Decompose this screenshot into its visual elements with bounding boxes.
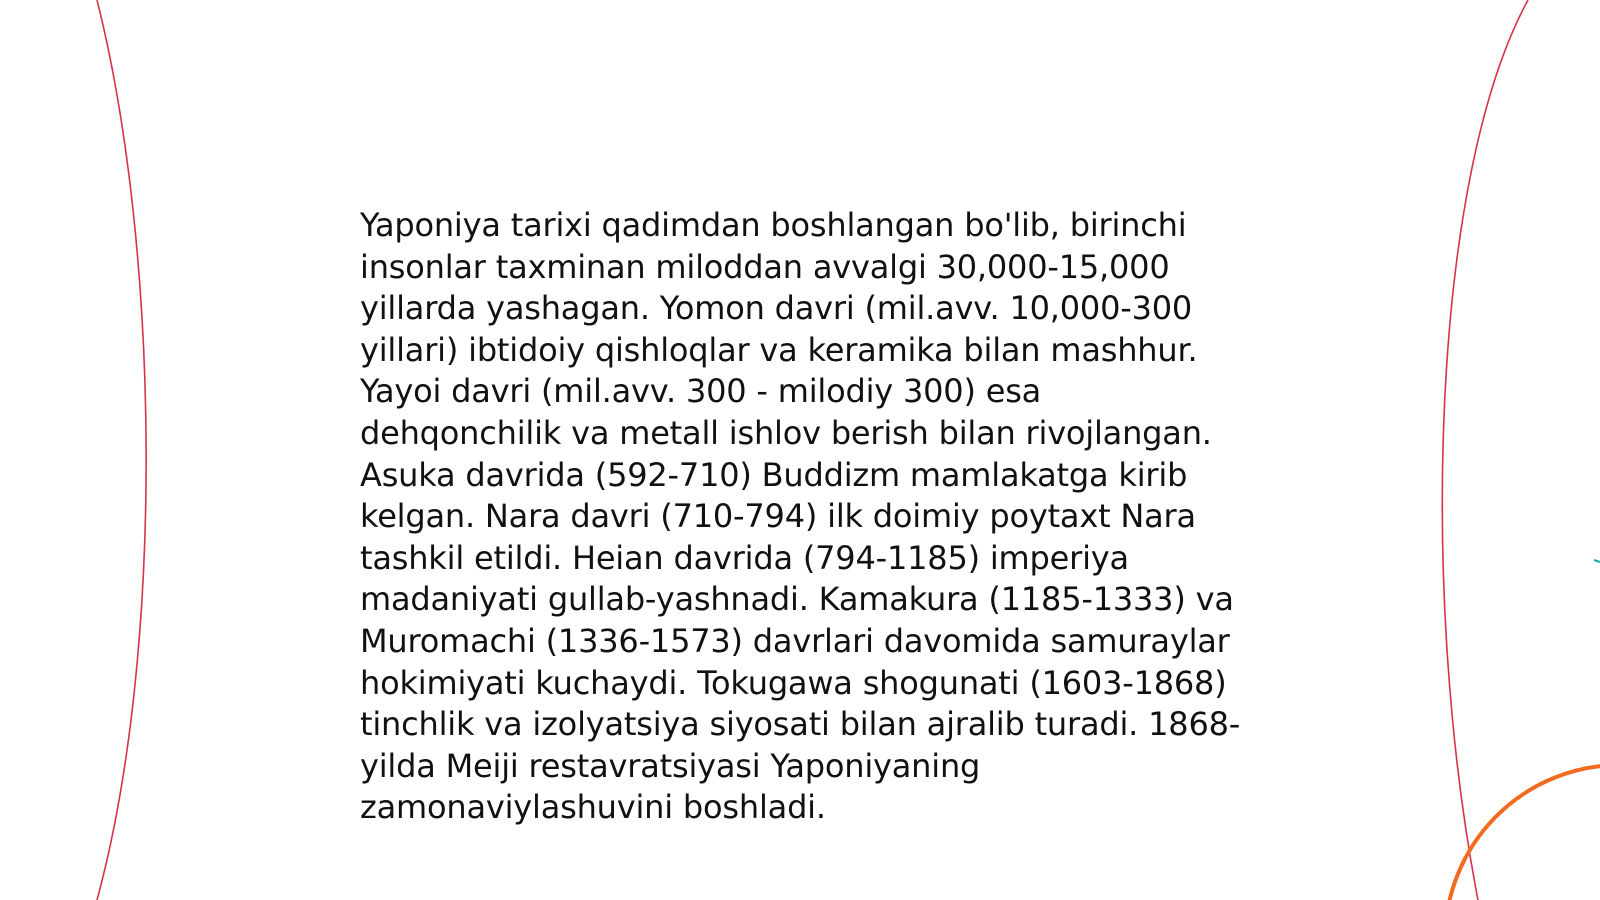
orange-circle-arc — [1445, 765, 1600, 900]
slide-body-text: Yaponiya tarixi qadimdan boshlangan bo'lib, birinchi insonlar taxminan miloddan avvalgi 30,000-15,000 yillarda yashagan. Yomon davri (mil.avv. 10,000-300 yillari) ibtidoiy qishloqlar va keramika bilan mashhur. Yayoi davri (mil.avv. 300 - milodiy 300) esa dehqonchilik va metall ishlov berish bilan rivojlangan. Asuka davrida (592-710) Buddizm mamlakatga kirib kelgan. Nara davri (710-794) ilk doimiy poytaxt Nara tashkil etildi. Heian davrida (794-1185) imperiya madaniyati gullab-yashnadi. Kamakura (1185-1333) va Muromachi (1336-1573) davrlari davomida samuraylar hokimiyati kuchaydi. Tokugawa shogunati (1603-1868) tinchlik va izolyatsiya siyosati bilan ajralib turadi. 1868-yilda Meiji restavratsiyasi Yaponiyaning zamonaviylashuvini boshladi. — [360, 206, 1241, 827]
right-curve-line — [1442, 0, 1528, 900]
left-curve-line — [97, 0, 146, 900]
teal-accent-mark — [1594, 560, 1600, 562]
